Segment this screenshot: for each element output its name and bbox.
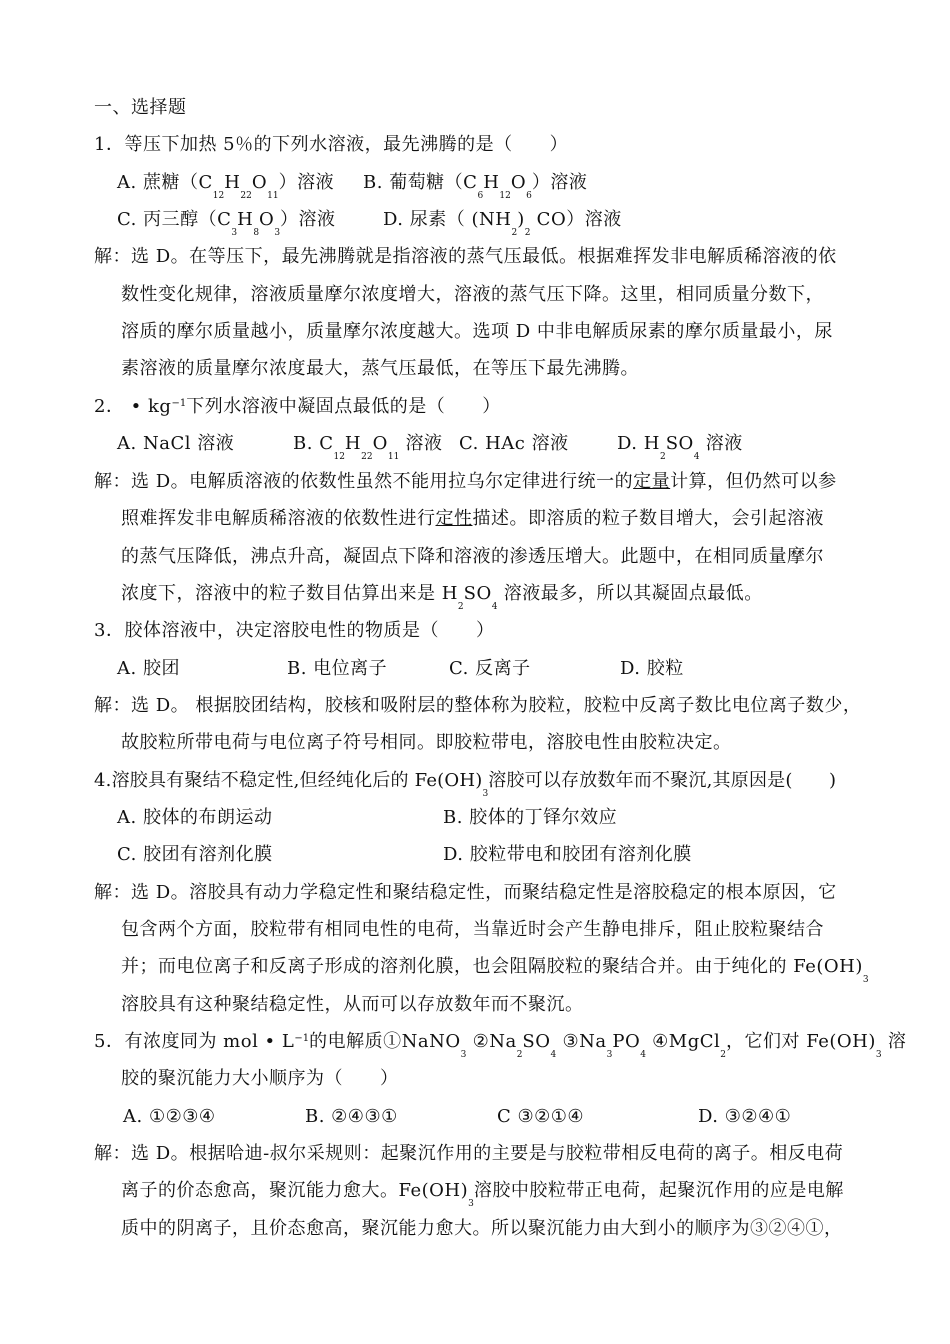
q1-option-a <box>117 171 335 201</box>
q4-stem-a: 4.溶胶具有聚结不稳定性,但经纯化后的 Fe(OH) <box>94 770 483 791</box>
q2-answer-line <box>94 470 837 494</box>
q2-c-text: HAc 溶液 <box>485 433 569 454</box>
q2-c-label: C. <box>459 433 479 454</box>
q5-stem-sup: −1 <box>294 1033 310 1044</box>
q1-option-c <box>117 208 336 238</box>
q1-answer-line: 素溶液的质量摩尔浓度最大，蒸气压最低，在等压下最先沸腾。 <box>121 358 639 379</box>
q1-c-t3: O <box>259 209 275 230</box>
q2-b-t2: H <box>344 433 362 454</box>
q1-option-b <box>363 171 588 201</box>
q2-answer2-underline: 定性 <box>435 508 473 529</box>
q2-answer4-a: 浓度下，溶液中的粒子数目估算出来是 H <box>121 583 458 604</box>
q2-answer4-sub2: 4 <box>491 602 498 612</box>
q1-b-label: B. <box>363 172 383 193</box>
q2-answer4-t2: SO <box>463 583 492 604</box>
q5-stem-h: ，它们对 Fe(OH) <box>726 1031 876 1052</box>
q2-stem-sup: −1 <box>171 398 187 409</box>
q1-d-label: D. <box>383 209 404 230</box>
q5-stem-e: ③Na <box>556 1031 607 1052</box>
q1-b-t4: ）溶液 <box>531 172 588 193</box>
q4-option-d: D. 胶粒带电和胶团有溶剂化膜 <box>443 844 692 865</box>
q1-a-sub2: 22 <box>240 191 252 201</box>
q1-a-t2: H <box>224 172 241 193</box>
q1-answer-line: 解：选 D。在等压下，最先沸腾就是指溶液的蒸气压最低。根据难挥发非电解质稀溶液的依 <box>94 246 837 267</box>
q1-a-t4: ）溶液 <box>278 172 335 193</box>
q1-a-sub3: 11 <box>267 191 279 201</box>
q4-option-c: C. 胶团有溶剂化膜 <box>117 844 273 865</box>
q2-b-sub1: 12 <box>333 452 345 462</box>
q4-answer-line: 包含两个方面，胶粒带有相同电性的电荷，当靠近时会产生静电排斥，阻止胶粒聚结合 <box>121 919 824 940</box>
q2-answer-line: 的蒸气压降低，沸点升高，凝固点下降和溶液的渗透压增大。此题中，在相同质量摩尔 <box>121 546 824 567</box>
q2-stem-a: 2． • kg <box>94 396 172 417</box>
q4-answer3-sub: 3 <box>862 975 869 985</box>
q1-c-sub1: 3 <box>231 228 238 238</box>
q5-stem-g: ④MgCl <box>645 1031 721 1052</box>
q1-c-text: 丙三醇（C <box>143 209 232 230</box>
q2-b-sub3: 11 <box>387 452 400 462</box>
q2-b-t3: O <box>372 433 388 454</box>
q5-stem-sub7: 3 <box>875 1050 882 1060</box>
q2-option-c <box>459 432 569 456</box>
q1-option-d <box>383 208 622 238</box>
q2-stem <box>94 395 501 422</box>
q2-option-a <box>117 432 234 456</box>
q1-answer-line: 溶质的摩尔质量越小，质量摩尔浓度越大。选项 D 中非电解质尿素的摩尔质量最小，尿 <box>121 321 833 342</box>
q5-option-b: B. ②④③① <box>305 1106 398 1127</box>
q3-option-d: D. 胶粒 <box>620 658 684 679</box>
q5-stem-line2: 胶的聚沉能力大小顺序为（ ） <box>121 1068 399 1089</box>
q5-answer2-a: 离子的价态愈高，聚沉能力愈大。Fe(OH) <box>121 1180 469 1201</box>
q2-d-t2: SO <box>665 433 694 454</box>
q5-stem-b: 的电解质①NaNO <box>309 1031 461 1052</box>
q4-answer3-a: 并；而电位离子和反离子形成的溶剂化膜，也会阻隔胶粒的聚结合并。由于纯化的 Fe(OH) <box>121 956 863 977</box>
q1-b-sub2: 12 <box>499 191 511 201</box>
q3-option-a: A. 胶团 <box>117 658 180 679</box>
q1-c-t4: ）溶液 <box>280 209 336 230</box>
q2-d-t3: 溶液 <box>699 433 743 454</box>
q1-a-t3: O <box>251 172 268 193</box>
q2-option-d <box>617 432 743 462</box>
q4-answer-line: 解：选 D。溶胶具有动力学稳定性和聚结稳定性，而聚结稳定性是溶胶稳定的根本原因，它 <box>94 882 837 903</box>
q1-d-text: 尿素（ (NH <box>409 209 512 230</box>
q1-a-sub1: 12 <box>212 191 225 201</box>
q1-d-sub1: 2 <box>511 228 518 238</box>
q3-option-c: C. 反离子 <box>449 658 531 679</box>
q1-b-t3: O <box>510 172 527 193</box>
q5-stem-i: 溶 <box>881 1031 907 1052</box>
q5-stem-d: SO <box>522 1031 551 1052</box>
q1-answer-line: 数性变化规律，溶液质量摩尔浓度增大，溶液的蒸气压下降。这里，相同质量分数下， <box>121 284 824 305</box>
q5-stem-a: 5．有浓度同为 mol • L <box>94 1031 295 1052</box>
q1-c-sub2: 8 <box>253 228 260 238</box>
q2-b-label: B. <box>293 433 313 454</box>
q1-d-t2: ) <box>517 209 525 230</box>
q1-b-sub1: 6 <box>477 191 484 201</box>
q4-answer-line: 溶胶具有这种聚结稳定性，从而可以存放数年而不聚沉。 <box>121 994 584 1015</box>
q3-option-b: B. 电位离子 <box>287 658 388 679</box>
q1-c-label: C. <box>117 209 137 230</box>
q3-answer-line: 故胶粒所带电荷与电位离子符号相同。即胶粒带电，溶胶电性由胶粒决定。 <box>121 732 732 753</box>
q4-option-a: A. 胶体的布朗运动 <box>117 807 273 828</box>
q2-answer4-b: 溶液最多，所以其凝固点最低。 <box>497 583 763 604</box>
q1-b-text: 葡萄糖（C <box>389 172 478 193</box>
q5-option-c: C ③②①④ <box>497 1106 585 1127</box>
q5-option-a: A. ①②③④ <box>123 1106 216 1127</box>
q5-stem-sub3: 4 <box>550 1050 557 1060</box>
q2-b-sub2: 22 <box>361 452 373 462</box>
q4-answer-line <box>121 955 869 985</box>
q2-d-label: D. <box>617 433 638 454</box>
q5-answer-line <box>121 1179 844 1209</box>
q2-answer1-underline: 定量 <box>633 471 671 492</box>
q2-d-sub1: 2 <box>659 452 666 462</box>
q5-stem-sub6: 2 <box>720 1050 727 1060</box>
q1-d-t3: CO）溶液 <box>530 209 622 230</box>
q1-b-sub3: 6 <box>526 191 532 201</box>
q5-answer-line: 解：选 D。根据哈迪-叔尔采规则：起聚沉作用的主要是与胶粒带相反电荷的离子。相反电荷 <box>94 1143 844 1164</box>
q2-b-t4: 溶液 <box>399 433 443 454</box>
q5-stem-f: PO <box>612 1031 641 1052</box>
q5-option-d: D. ③②④① <box>698 1106 792 1127</box>
q2-answer2-b: 描述。即溶质的粒子数目增大，会引起溶液 <box>472 508 824 529</box>
q4-stem <box>94 769 837 799</box>
q2-answer2-a: 照难挥发非电解质稀溶液的依数性进行 <box>121 508 436 529</box>
q1-d-sub2: 2 <box>524 228 531 238</box>
q5-stem-sub1: 3 <box>460 1050 467 1060</box>
q2-b-text: C <box>319 433 334 454</box>
q4-stem-b: 溶胶可以存放数年而不聚沉,其原因是( ) <box>488 770 837 791</box>
q5-stem-sub4: 3 <box>606 1050 613 1060</box>
q2-answer4-sub1: 2 <box>457 602 464 612</box>
q2-d-text: H <box>643 433 660 454</box>
q5-answer2-b: 溶胶中胶粒带正电荷，起聚沉作用的应是电解 <box>473 1180 844 1201</box>
q2-answer1-a: 解：选 D。电解质溶液的依数性虽然不能用拉乌尔定律进行统一的 <box>94 471 634 492</box>
q5-stem-sub2: 2 <box>516 1050 523 1060</box>
q1-c-t2: H <box>237 209 254 230</box>
q2-answer-line <box>121 582 763 612</box>
q2-stem-b: 下列水溶液中凝固点最低的是（ ） <box>186 396 501 417</box>
q1-c-sub3: 3 <box>274 228 281 238</box>
q1-b-t2: H <box>483 172 500 193</box>
q2-d-sub2: 4 <box>693 452 700 462</box>
q5-stem-c: ②Na <box>466 1031 517 1052</box>
q3-answer-line: 解：选 D。 根据胶团结构，胶核和吸附层的整体称为胶粒，胶粒中反离子数比电位离子数少， <box>94 695 862 716</box>
q2-option-b <box>293 432 443 462</box>
q2-a-label: A. <box>117 433 137 454</box>
q5-stem-sub5: 4 <box>640 1050 646 1060</box>
q4-stem-sub: 3 <box>482 789 489 799</box>
q5-answer2-sub: 3 <box>468 1199 474 1209</box>
q1-stem: 1．等压下加热 5％的下列水溶液，最先沸腾的是（ ） <box>94 134 569 155</box>
q1-a-text: 蔗糖（C <box>142 172 213 193</box>
q1-a-label: A. <box>117 172 137 193</box>
q2-answer-line <box>121 507 824 531</box>
q4-option-b: B. 胶体的丁铎尔效应 <box>443 807 618 828</box>
q3-stem: 3．胶体溶液中，决定溶胶电性的物质是（ ） <box>94 620 495 641</box>
section-title: 一、选择题 <box>94 97 187 118</box>
q2-answer1-b: 计算，但仍然可以参 <box>670 471 837 492</box>
q5-answer-line: 质中的阴离子，且价态愈高，聚沉能力愈大。所以聚沉能力由大到小的顺序为③②④①， <box>121 1218 843 1239</box>
q2-a-text: NaCl 溶液 <box>142 433 235 454</box>
q5-stem <box>94 1030 907 1060</box>
